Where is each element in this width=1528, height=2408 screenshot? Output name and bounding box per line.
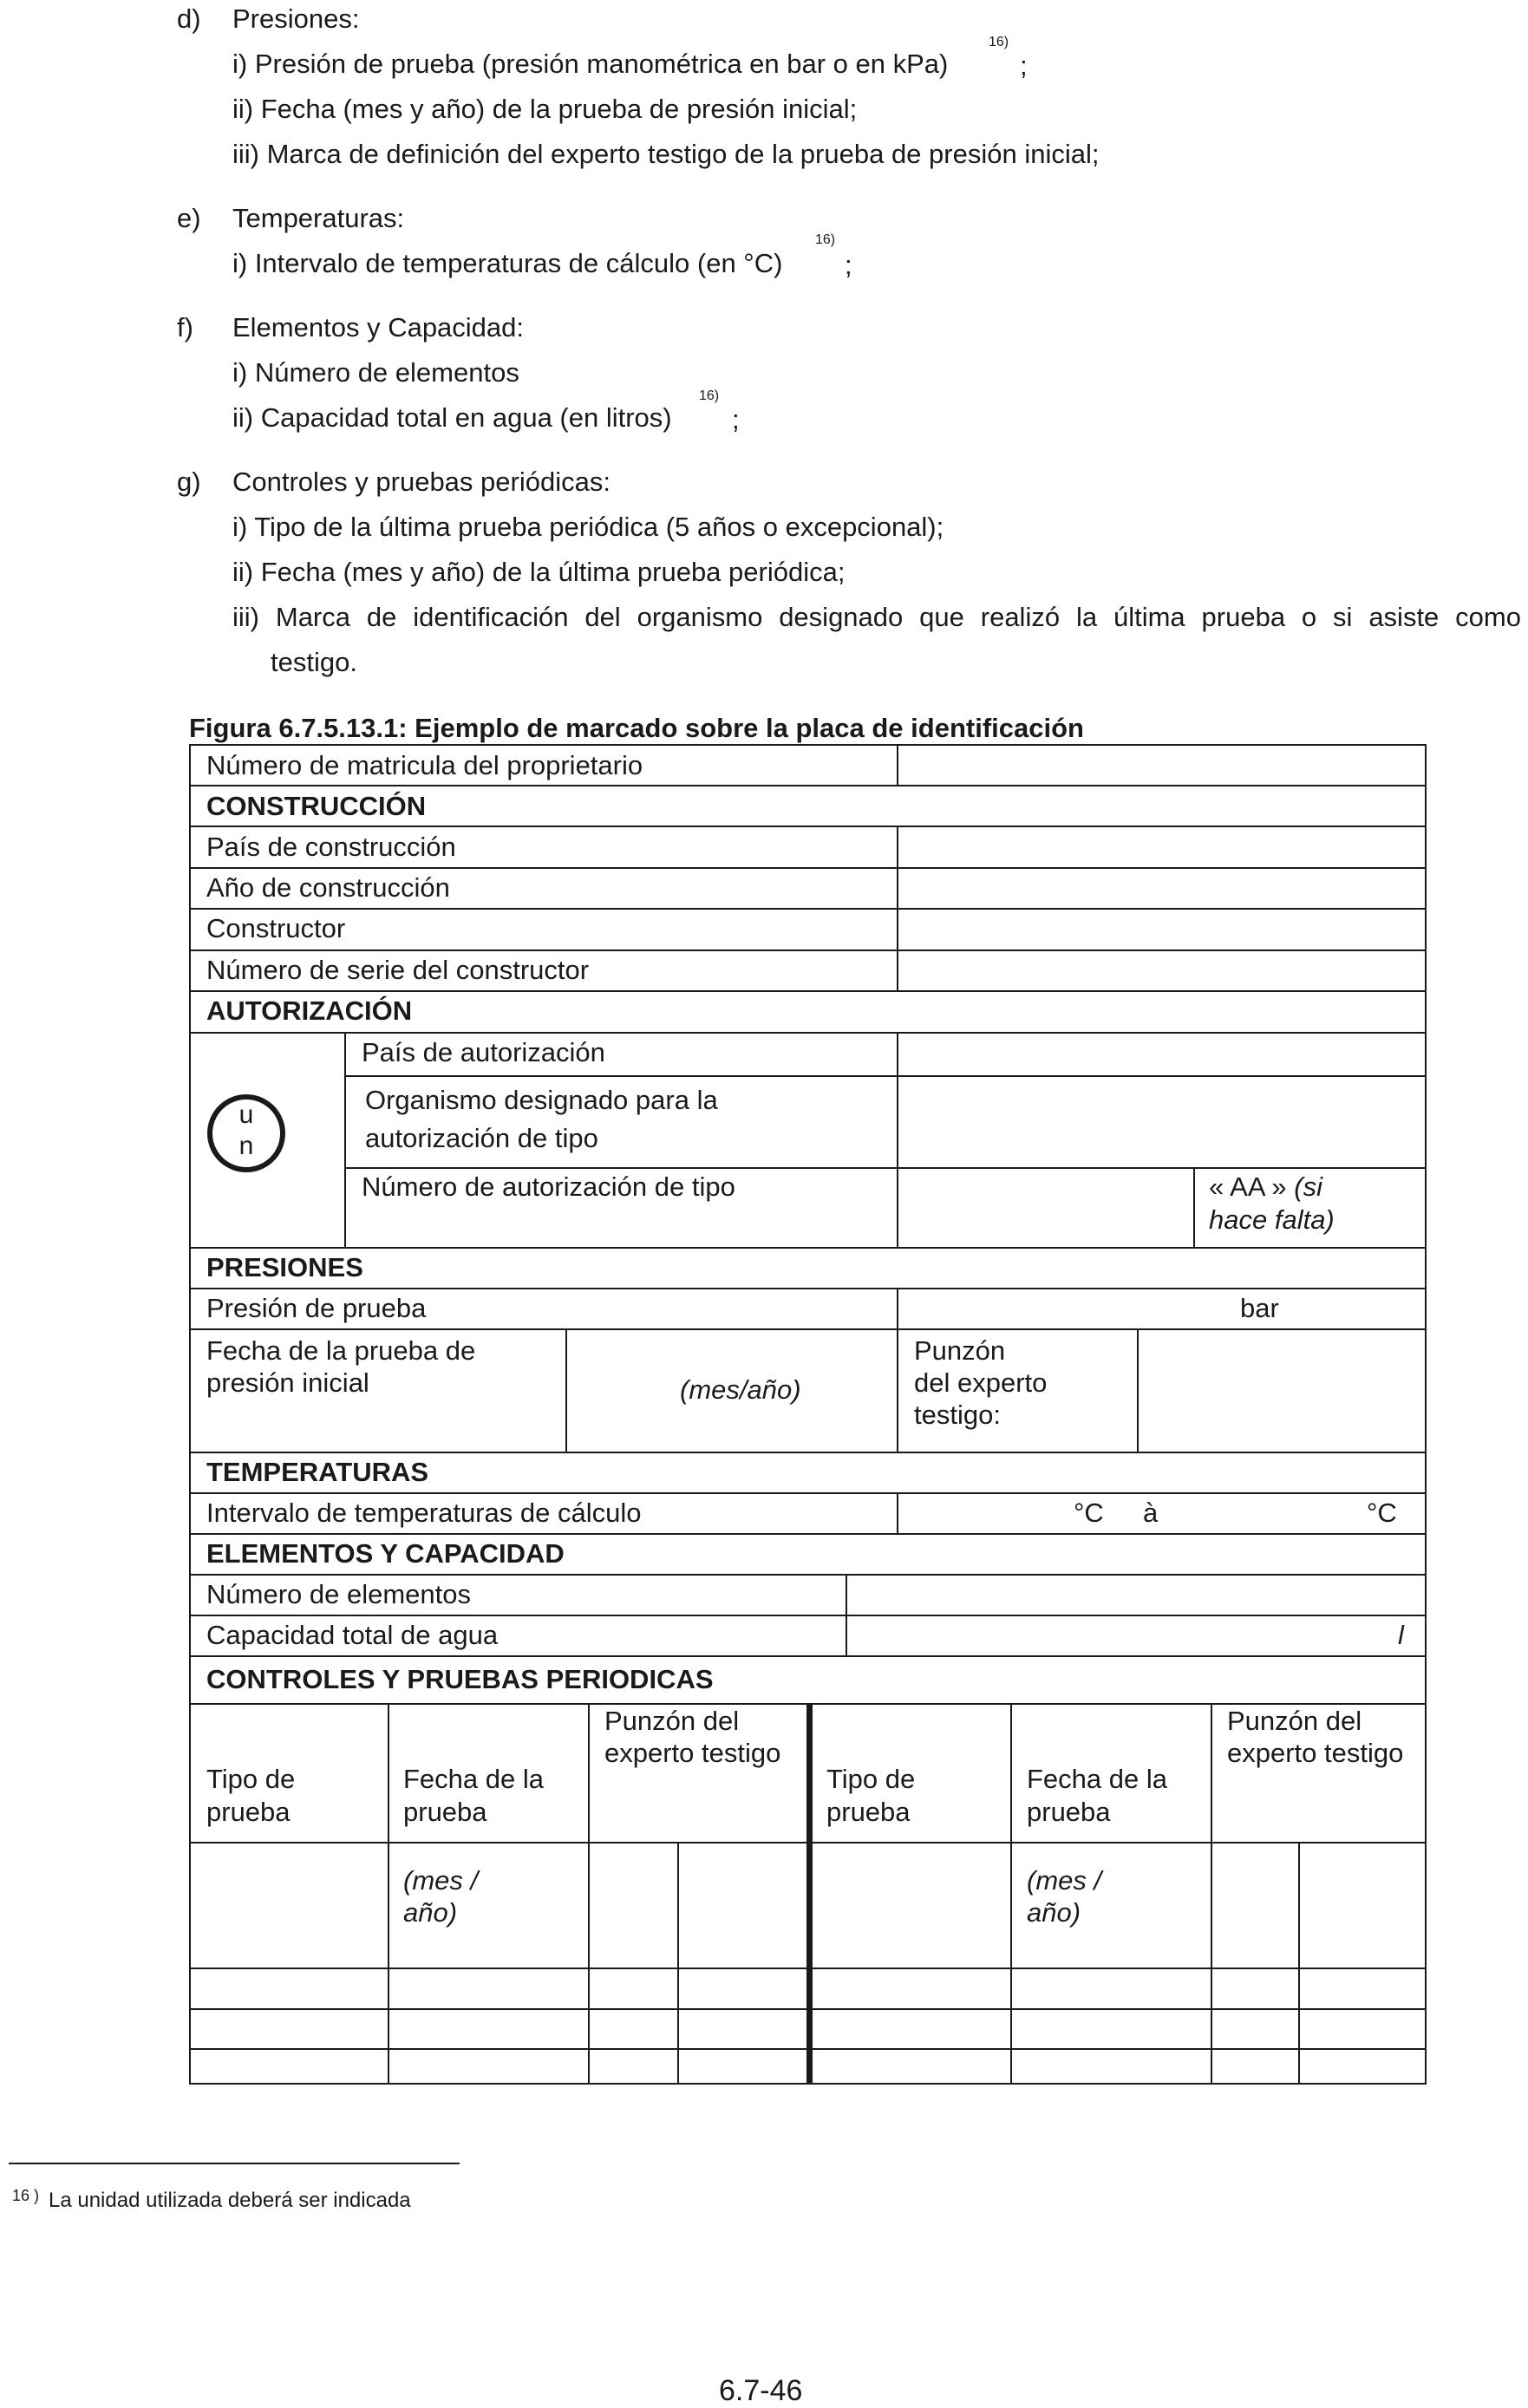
row-line: [189, 1247, 1427, 1249]
fecha-prueba-header-cont: prueba: [403, 1797, 487, 1827]
row-line: [189, 1288, 1427, 1289]
footnote-mark: 16 ): [12, 2187, 40, 2204]
aa-note-code: « AA »: [1209, 1171, 1287, 1202]
col-line: [846, 1574, 847, 1655]
fecha-prueba-header: Fecha de la: [403, 1764, 544, 1794]
col-line: [388, 1703, 389, 2085]
table-border: [1425, 744, 1427, 2085]
litre-unit: l: [1398, 1620, 1404, 1650]
footnote-text: La unidad utilizada deberá ser indicada: [49, 2189, 411, 2212]
capacidad-label: Capacidad total de agua: [206, 1620, 499, 1650]
item-g-ii: ii) Fecha (mes y año) de la última prueba periódica;: [232, 557, 846, 587]
item-d-iii: iii) Marca de definición del experto testigo de la prueba de presión inicial;: [232, 139, 1100, 169]
section-presiones: PRESIONES: [206, 1252, 363, 1282]
col-line: [1010, 1703, 1012, 2085]
row-line: [344, 1167, 1427, 1169]
punzon-label-cont: testigo:: [914, 1400, 1001, 1430]
pais-construccion-label: País de construcción: [206, 832, 456, 862]
row-line: [189, 1492, 1427, 1494]
item-e-letter: e): [177, 203, 201, 233]
col-line: [897, 1032, 898, 1247]
serie-label: Número de serie del constructor: [206, 955, 590, 985]
fecha-prueba-header-cont: prueba: [1027, 1797, 1111, 1827]
row-line: [189, 826, 1427, 827]
organismo-label: Organismo designado para la: [365, 1085, 718, 1115]
item-f-ii: ii) Capacidad total en agua (en litros): [232, 402, 672, 433]
item-f-i: i) Número de elementos: [232, 357, 519, 388]
table-border: [189, 744, 191, 2085]
item-d-i: i) Presión de prueba (presión manométrica en bar o en kPa): [232, 49, 949, 79]
row-line: [189, 990, 1427, 992]
aa-note-cont: hace falta): [1209, 1204, 1335, 1235]
col-line: [344, 1032, 346, 1247]
intervalo-label: Intervalo de temperaturas de cálculo: [206, 1498, 642, 1528]
col-line: [1137, 1328, 1139, 1452]
mes-ano-hint: (mes/año): [680, 1374, 801, 1405]
item-f-letter: f): [177, 312, 193, 343]
mes-ano-hint: (mes /: [403, 1865, 479, 1896]
row-line: [189, 1452, 1427, 1453]
section-controles: CONTROLES Y PRUEBAS PERIODICAS: [206, 1664, 714, 1694]
punzon-experto-header-cont: experto testigo: [604, 1738, 781, 1768]
col-line: [565, 1328, 567, 1452]
row-line: [189, 785, 1427, 786]
punzon-label: Punzón: [914, 1335, 1006, 1366]
section-temperaturas: TEMPERATURAS: [206, 1457, 429, 1487]
col-line: [897, 1288, 898, 1452]
pais-autorizacion-label: País de autorización: [362, 1037, 605, 1067]
col-line: [588, 1703, 590, 2085]
mes-ano-hint: (mes /: [1027, 1865, 1102, 1896]
section-elementos: ELEMENTOS Y CAPACIDAD: [206, 1538, 565, 1569]
page-number: 6.7-46: [719, 2374, 803, 2407]
semicolon: ;: [845, 250, 852, 280]
un-logo-icon: [207, 1094, 285, 1172]
item-g-letter: g): [177, 467, 201, 497]
footnote-ref: 16): [699, 388, 720, 403]
punzon-experto-header-cont: experto testigo: [1227, 1738, 1404, 1768]
tipo-prueba-header-cont: prueba: [826, 1797, 911, 1827]
col-line: [1298, 1842, 1300, 2085]
fecha-prueba-header: Fecha de la: [1027, 1764, 1167, 1794]
item-e-title: Temperaturas:: [232, 203, 405, 233]
footnote-ref: 16): [989, 35, 1009, 49]
fecha-prueba-label-cont: presión inicial: [206, 1367, 369, 1398]
item-g-i: i) Tipo de la última prueba periódica (5 años o excepcional);: [232, 512, 944, 542]
col-line: [1211, 1703, 1212, 2085]
constructor-label: Constructor: [206, 913, 346, 943]
row-line: [189, 1615, 1427, 1616]
table-border: [189, 744, 1427, 746]
ano-construccion-label: Año de construcción: [206, 872, 450, 903]
row-line: [344, 1075, 1427, 1077]
owner-label: Número de matricula del proprietario: [206, 750, 643, 780]
aa-note-italic: (si: [1294, 1171, 1322, 1202]
footnote-ref: 16): [815, 232, 836, 247]
row-line: [189, 908, 1427, 910]
semicolon: ;: [1020, 50, 1028, 81]
row-line: [189, 867, 1427, 869]
tipo-prueba-header: Tipo de: [206, 1764, 296, 1794]
aa-note: [1209, 1171, 1322, 1203]
row-line: [189, 949, 1427, 951]
figure-title: Figura 6.7.5.13.1: Ejemplo de marcado sobre la placa de identificación: [189, 713, 1084, 743]
section-autorizacion: AUTORIZACIÓN: [206, 995, 413, 1026]
row-line: [189, 1032, 1427, 1034]
presion-prueba-label: Presión de prueba: [206, 1293, 427, 1323]
col-divider-thick: [806, 1703, 813, 2085]
col-line: [1193, 1167, 1195, 1247]
punzon-label-cont: del experto: [914, 1367, 1048, 1398]
bar-unit: bar: [1240, 1293, 1279, 1323]
range-separator: à: [1143, 1498, 1159, 1528]
un-logo-u: u: [238, 1100, 254, 1129]
num-autorizacion-label: Número de autorización de tipo: [362, 1171, 735, 1202]
organismo-label-cont: autorización de tipo: [365, 1123, 598, 1153]
deg-c-to: °C: [1367, 1498, 1397, 1528]
tipo-prueba-header-cont: prueba: [206, 1797, 291, 1827]
item-d-letter: d): [177, 3, 201, 34]
col-line: [677, 1842, 679, 2085]
fecha-prueba-label: Fecha de la prueba de: [206, 1335, 476, 1366]
punzon-experto-header: Punzón del: [604, 1706, 740, 1736]
footnote-separator: [9, 2163, 460, 2164]
item-g-title: Controles y pruebas periódicas:: [232, 467, 611, 497]
item-g-iii-cont: testigo.: [271, 647, 357, 677]
mes-ano-hint-cont: año): [403, 1897, 458, 1928]
item-d-title: Presiones:: [232, 3, 360, 34]
num-elementos-label: Número de elementos: [206, 1579, 471, 1609]
item-f-title: Elementos y Capacidad:: [232, 312, 525, 343]
item-g-iii: iii) Marca de identificación del organismo designado que realizó la última prueba o si asiste como: [232, 602, 1521, 632]
semicolon: ;: [732, 404, 740, 434]
col-line: [897, 826, 898, 990]
un-logo-n: n: [238, 1132, 254, 1160]
mes-ano-hint-cont: año): [1027, 1897, 1081, 1928]
row-line: [189, 1574, 1427, 1576]
deg-c-from: °C: [1074, 1498, 1104, 1528]
col-line: [897, 744, 898, 786]
row-line: [189, 1328, 1427, 1330]
row-line: [189, 1655, 1427, 1657]
row-line: [189, 1533, 1427, 1535]
item-d-ii: ii) Fecha (mes y año) de la prueba de presión inicial;: [232, 94, 858, 124]
tipo-prueba-header: Tipo de: [826, 1764, 916, 1794]
col-line: [897, 1492, 898, 1533]
punzon-experto-header: Punzón del: [1227, 1706, 1362, 1736]
section-construccion: CONSTRUCCIÓN: [206, 791, 427, 821]
item-e-i: i) Intervalo de temperaturas de cálculo (en °C): [232, 248, 783, 278]
